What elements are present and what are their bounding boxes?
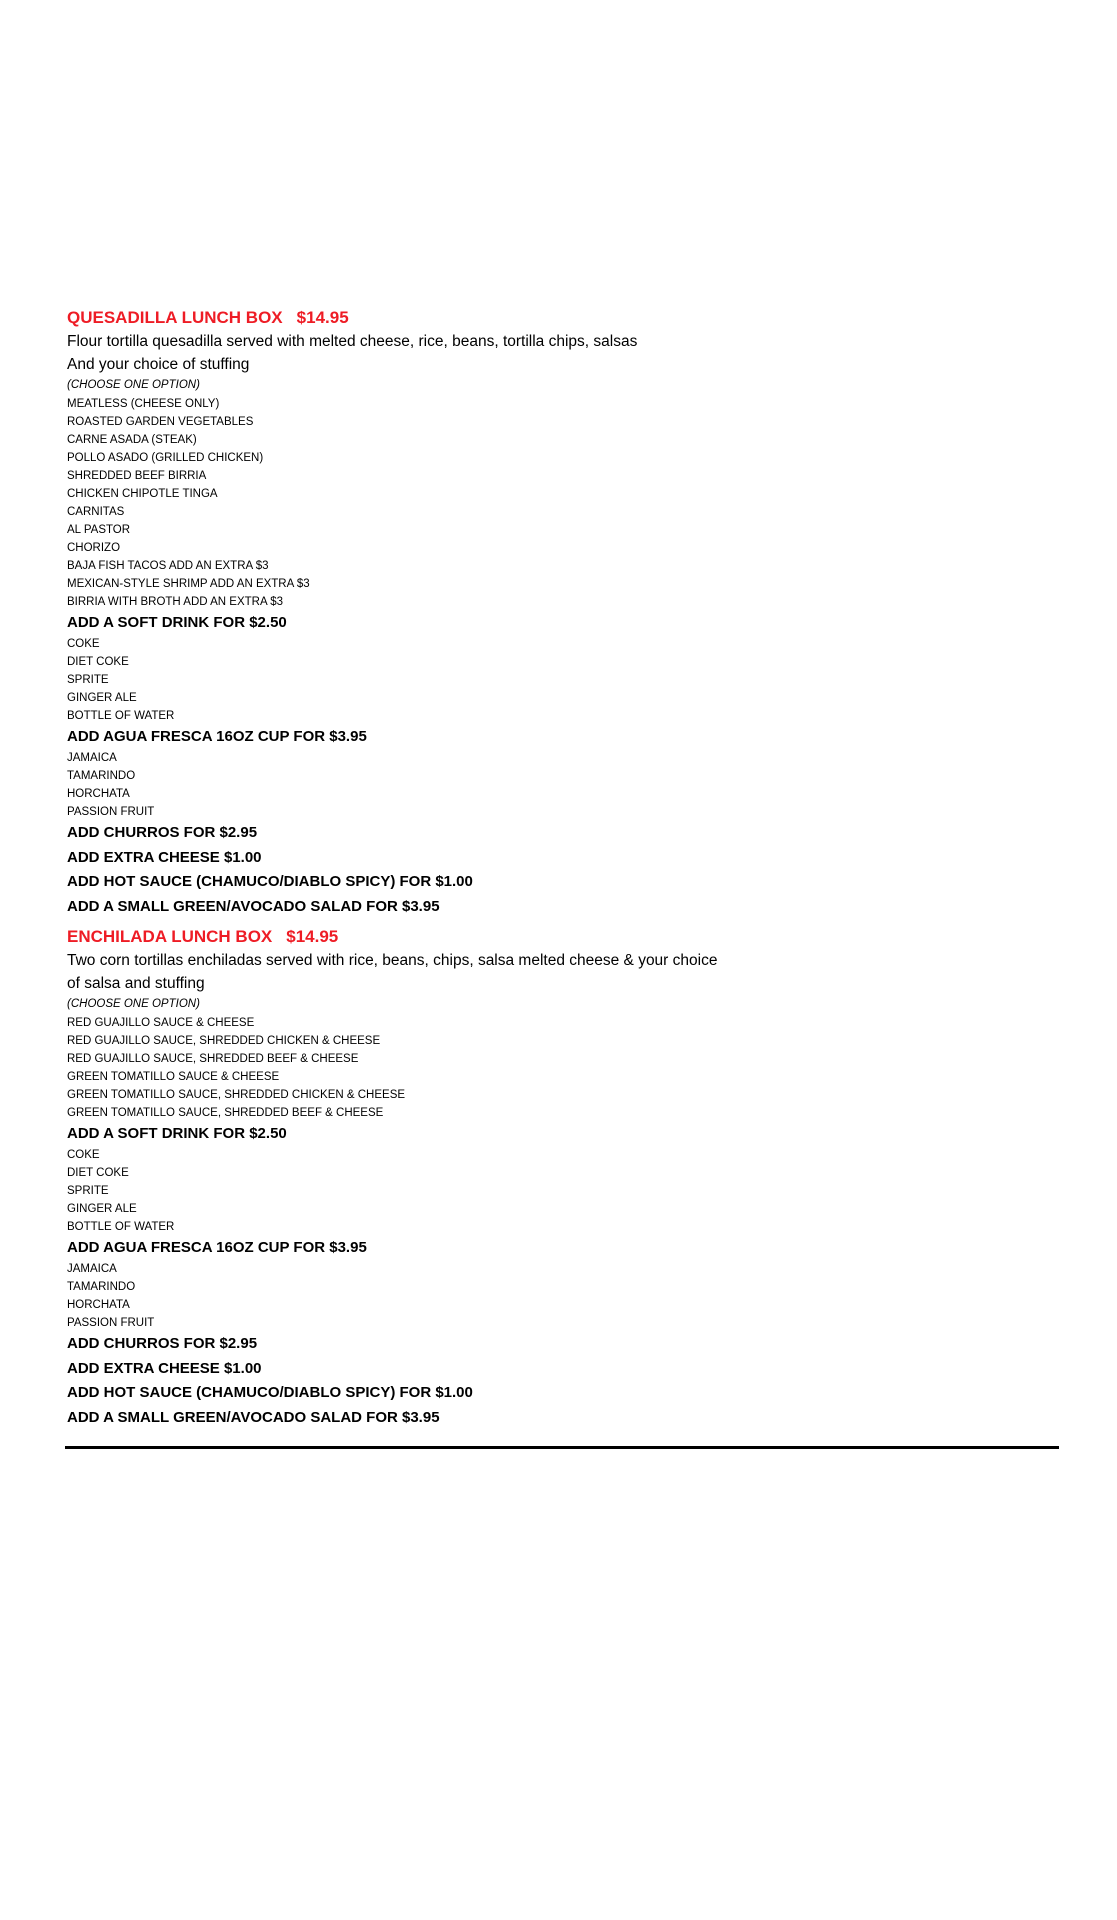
sauce-option: GREEN TOMATILLO SAUCE, SHREDDED BEEF & CHEESE <box>67 1107 384 1119</box>
soft-drink-item: COKE <box>67 1149 100 1161</box>
stuffing-option: MEATLESS (CHEESE ONLY) <box>67 398 220 410</box>
section-name: ENCHILADA LUNCH BOX <box>67 927 273 946</box>
sauce-option: GREEN TOMATILLO SAUCE & CHEESE <box>67 1071 280 1083</box>
stuffing-options <box>67 395 1057 611</box>
extra-churros: ADD CHURROS FOR $2.95 <box>67 1335 258 1352</box>
agua-fresca-item: HORCHATA <box>67 1299 130 1311</box>
section-price: $14.95 <box>296 308 349 327</box>
agua-fresca-item: HORCHATA <box>67 788 130 800</box>
stuffing-option: BIRRIA WITH BROTH ADD AN EXTRA $3 <box>67 596 283 608</box>
extra-salad: ADD A SMALL GREEN/AVOCADO SALAD FOR $3.95 <box>67 897 440 915</box>
stuffing-option: CARNITAS <box>67 506 125 518</box>
soft-drink-item: SPRITE <box>67 1185 109 1197</box>
soft-drink-heading: ADD A SOFT DRINK FOR $2.50 <box>67 1125 287 1142</box>
extra-cheese: ADD EXTRA CHEESE $1.00 <box>67 1359 262 1377</box>
soft-drink-item: GINGER ALE <box>67 692 137 704</box>
section-description-line: And your choice of stuffing <box>67 356 250 373</box>
soft-drink-item: DIET COKE <box>67 1167 129 1179</box>
soft-drink-item: SPRITE <box>67 674 109 686</box>
agua-fresca-item: PASSION FRUIT <box>67 1317 155 1329</box>
bottom-divider <box>65 1446 1059 1449</box>
stuffing-option: ROASTED GARDEN VEGETABLES <box>67 416 254 428</box>
stuffing-option: CHORIZO <box>67 542 121 554</box>
soft-drink-item: BOTTLE OF WATER <box>67 710 175 722</box>
extra-churros: ADD CHURROS FOR $2.95 <box>67 824 258 841</box>
stuffing-option: BAJA FISH TACOS ADD AN EXTRA $3 <box>67 560 269 572</box>
extra-hot-sauce: ADD HOT SAUCE (CHAMUCO/DIABLO SPICY) FOR $1.00 <box>67 873 473 890</box>
soft-drink-item: DIET COKE <box>67 656 129 668</box>
stuffing-option: SHREDDED BEEF BIRRIA <box>67 470 207 482</box>
section-title <box>67 306 1057 330</box>
choose-one-label: (CHOOSE ONE OPTION) <box>67 998 200 1010</box>
agua-fresca-list <box>67 749 1057 821</box>
section-price: $14.95 <box>286 927 339 946</box>
menu-content <box>67 306 1057 1430</box>
agua-fresca-item: JAMAICA <box>67 752 117 764</box>
soft-drink-heading: ADD A SOFT DRINK FOR $2.50 <box>67 614 287 631</box>
stuffing-option: POLLO ASADO (GRILLED CHICKEN) <box>67 452 264 464</box>
soft-drink-list <box>67 1146 1057 1236</box>
agua-fresca-item: TAMARINDO <box>67 1281 136 1293</box>
agua-fresca-item: JAMAICA <box>67 1263 117 1275</box>
section-title <box>67 925 1057 949</box>
stuffing-option: AL PASTOR <box>67 524 131 536</box>
stuffing-option: MEXICAN-STYLE SHRIMP ADD AN EXTRA $3 <box>67 578 310 590</box>
agua-fresca-heading: ADD AGUA FRESCA 16OZ CUP FOR $3.95 <box>67 1239 367 1256</box>
stuffing-option: CHICKEN CHIPOTLE TINGA <box>67 488 218 500</box>
quesadilla-section <box>67 306 1057 919</box>
soft-drink-item: COKE <box>67 638 100 650</box>
sauce-option: RED GUAJILLO SAUCE, SHREDDED CHICKEN & CHEESE <box>67 1035 381 1047</box>
agua-fresca-item: TAMARINDO <box>67 770 136 782</box>
section-description-line: of salsa and stuffing <box>67 975 205 992</box>
choose-one-label: (CHOOSE ONE OPTION) <box>67 379 200 391</box>
agua-fresca-list <box>67 1260 1057 1332</box>
section-name: QUESADILLA LUNCH BOX <box>67 308 283 327</box>
stuffing-option: CARNE ASADA (STEAK) <box>67 434 197 446</box>
extra-cheese: ADD EXTRA CHEESE $1.00 <box>67 848 262 866</box>
extra-salad: ADD A SMALL GREEN/AVOCADO SALAD FOR $3.95 <box>67 1408 440 1426</box>
sauce-options <box>67 1014 1057 1122</box>
sauce-option: GREEN TOMATILLO SAUCE, SHREDDED CHICKEN & CHEESE <box>67 1089 406 1101</box>
agua-fresca-heading: ADD AGUA FRESCA 16OZ CUP FOR $3.95 <box>67 728 367 745</box>
section-description-line: Flour tortilla quesadilla served with melted cheese, rice, beans, tortilla chips, salsas <box>67 333 638 350</box>
agua-fresca-item: PASSION FRUIT <box>67 806 155 818</box>
sauce-option: RED GUAJILLO SAUCE, SHREDDED BEEF & CHEESE <box>67 1053 359 1065</box>
enchilada-section <box>67 925 1057 1430</box>
soft-drink-item: BOTTLE OF WATER <box>67 1221 175 1233</box>
soft-drink-list <box>67 635 1057 725</box>
soft-drink-item: GINGER ALE <box>67 1203 137 1215</box>
extra-hot-sauce: ADD HOT SAUCE (CHAMUCO/DIABLO SPICY) FOR $1.00 <box>67 1384 473 1401</box>
sauce-option: RED GUAJILLO SAUCE & CHEESE <box>67 1017 255 1029</box>
section-description-line: Two corn tortillas enchiladas served with rice, beans, chips, salsa melted cheese & your choice <box>67 952 718 969</box>
